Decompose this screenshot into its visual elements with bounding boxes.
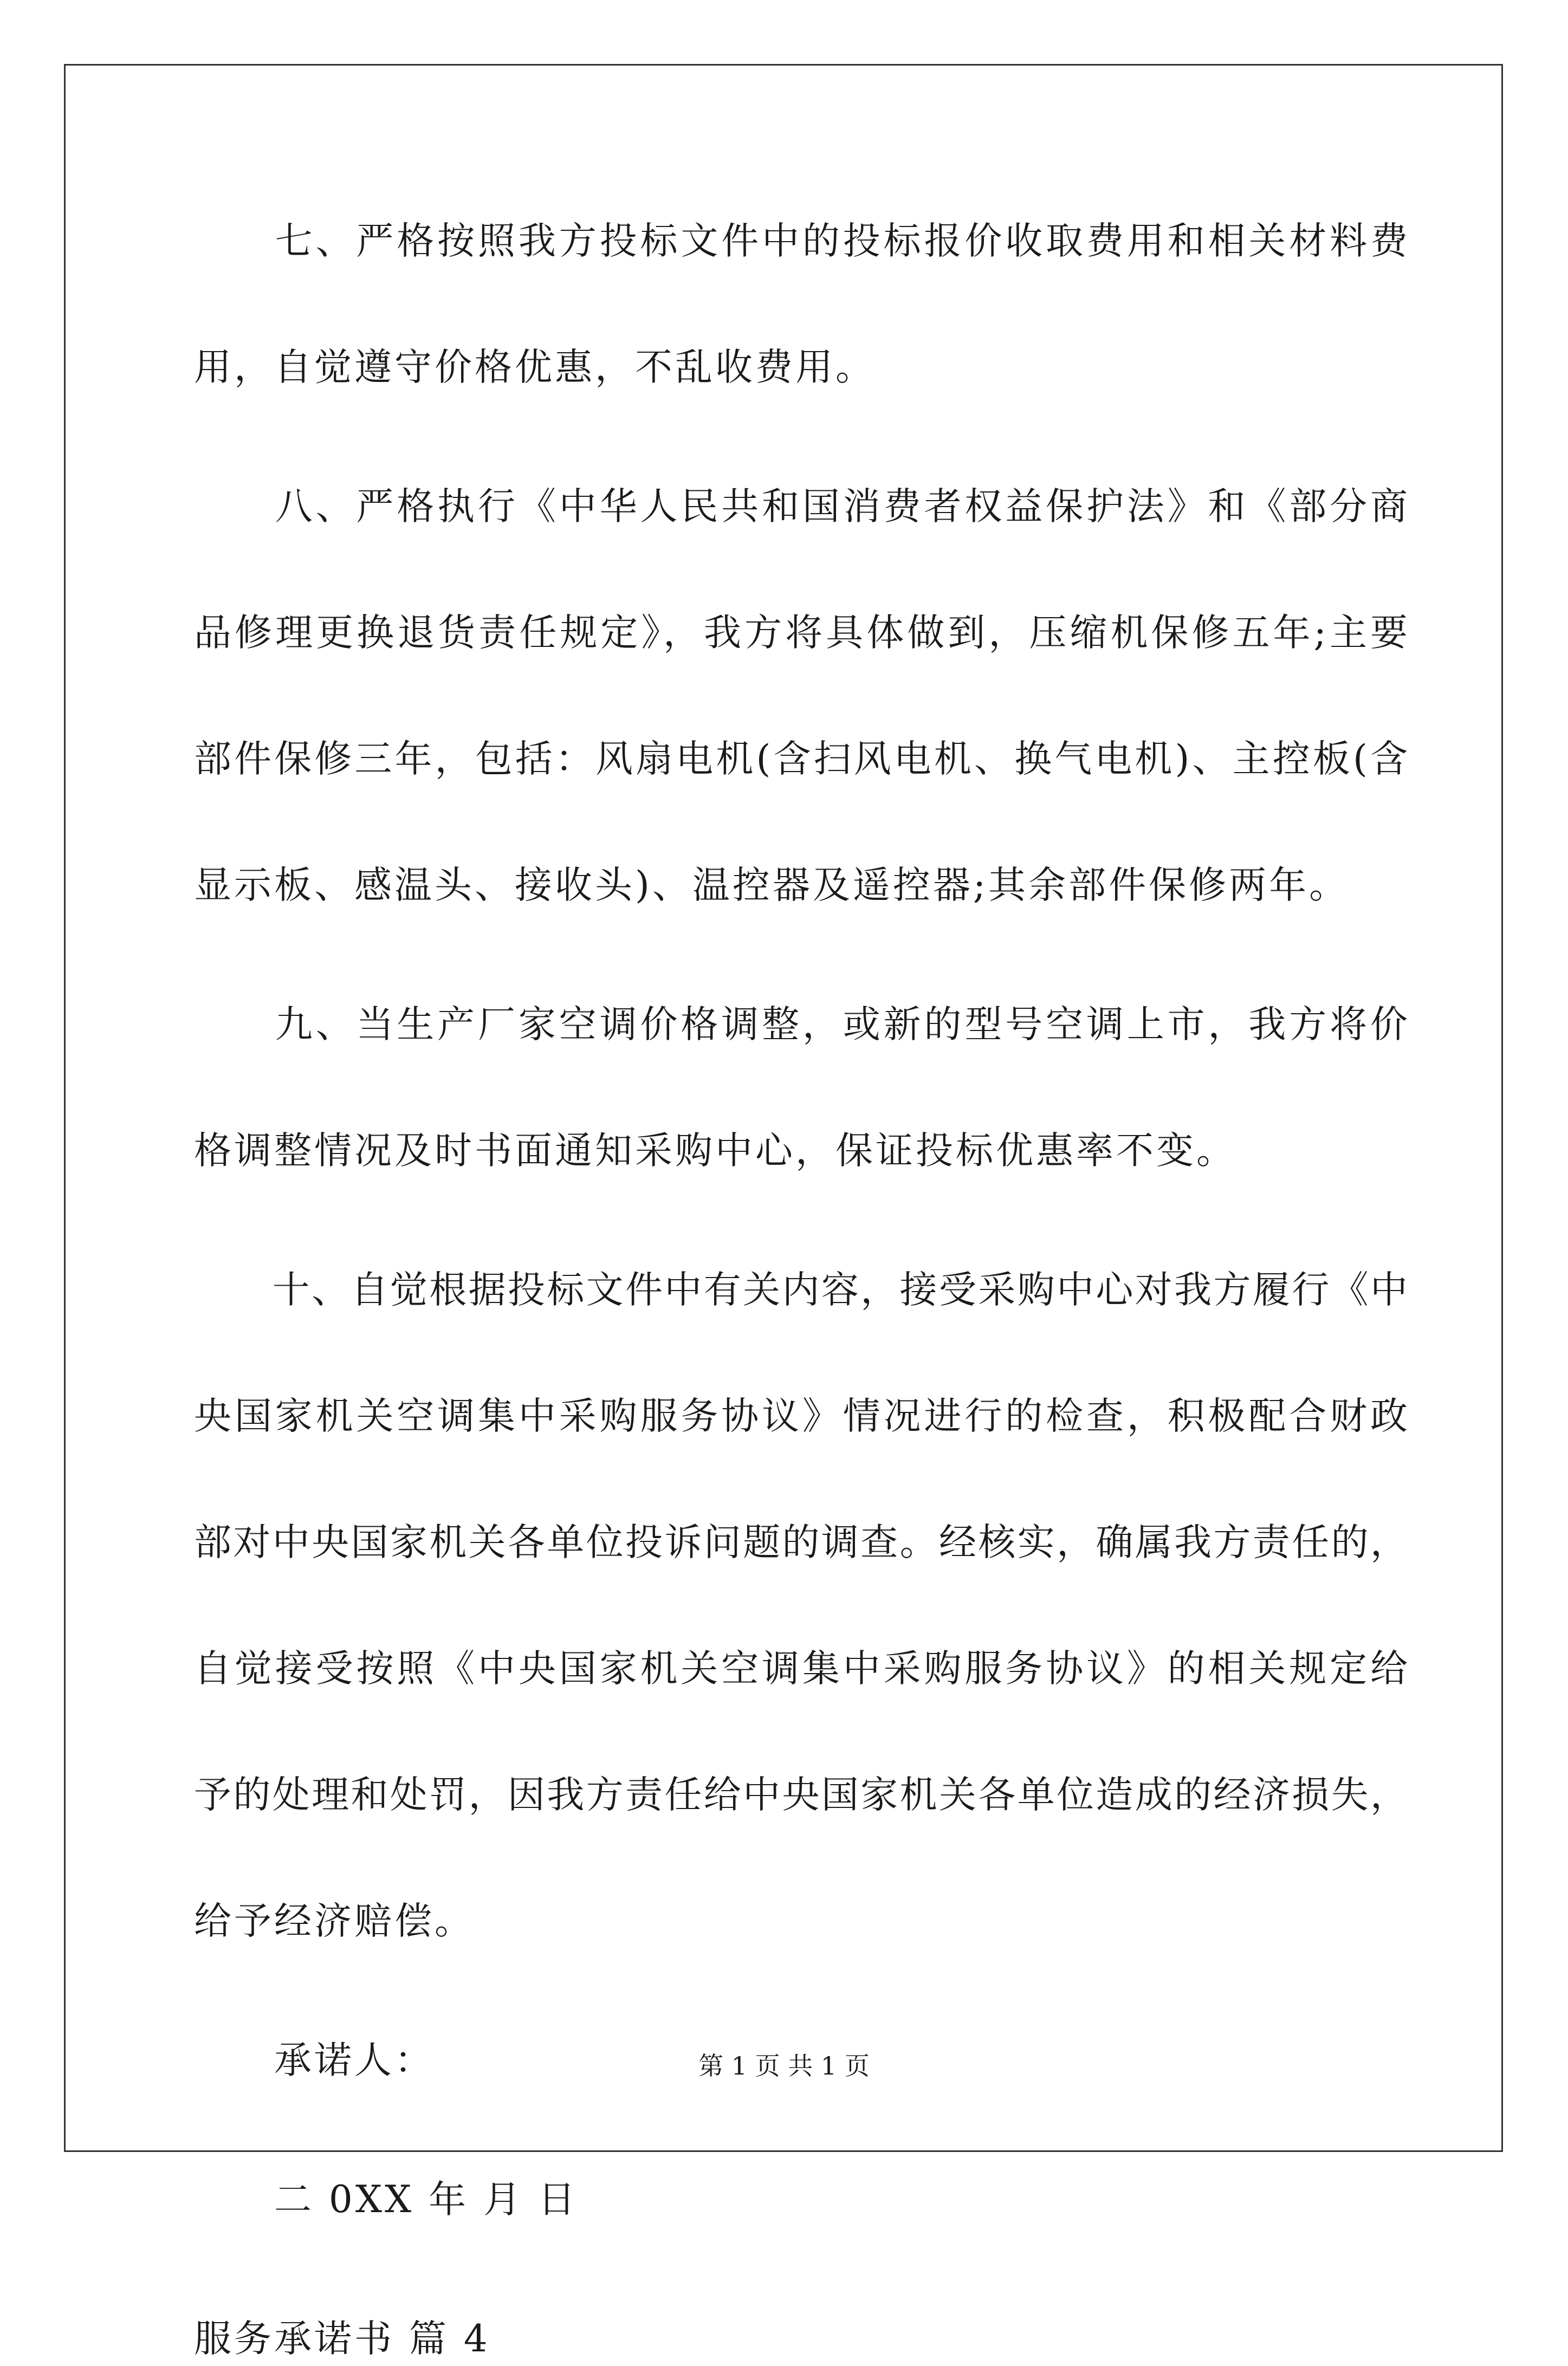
paragraph-10-line-6: 给予经济赔偿。	[194, 1900, 475, 1943]
paragraph-10-line-2: 央国家机关空调集中采购服务协议》情况进行的检查，积极配合财政	[194, 1395, 1408, 1438]
paragraph-10-line-4: 自觉接受按照《中央国家机关空调集中采购服务协议》的相关规定给	[194, 1647, 1408, 1690]
paragraph-9-line-2: 格调整情况及时书面通知采购中心，保证投标优惠率不变。	[194, 1129, 1236, 1172]
paragraph-10-line-3: 部对中央国家机关各单位投诉问题的调查。经核实，确属我方责任的，	[194, 1521, 1408, 1564]
page-number: 第 1 页 共 1 页	[698, 2051, 870, 2080]
paragraph-8-line-4: 显示板、感温头、接收头)、温控器及遥控器;其余部件保修两年。	[194, 864, 1350, 907]
paragraph-7-line-1: 七、严格按照我方投标文件中的投标报价收取费用和相关材料费	[194, 219, 1408, 263]
paragraph-8-line-1: 八、严格执行《中华人民共和国消费者权益保护法》和《部分商	[194, 485, 1408, 528]
paragraph-8-line-2: 品修理更换退货责任规定》，我方将具体做到，压缩机保修五年;主要	[194, 611, 1408, 654]
paragraph-10-line-5: 予的处理和处罚，因我方责任给中央国家机关各单位造成的经济损失，	[194, 1773, 1408, 1817]
paragraph-9-line-1: 九、当生产厂家空调价格调整，或新的型号空调上市，我方将价	[194, 1003, 1408, 1046]
paragraph-7-line-2: 用，自觉遵守价格优惠，不乱收费用。	[194, 346, 876, 389]
section-heading: 服务承诺书 篇 4	[194, 2317, 490, 2361]
paragraph-8-line-3: 部件保修三年，包括：风扇电机(含扫风电机、换气电机)、主控板(含	[194, 737, 1408, 781]
signatory-label: 承诺人：	[194, 2039, 435, 2082]
paragraph-10-line-1: 十、自觉根据投标文件中有关内容，接受采购中心对我方履行《中	[194, 1268, 1408, 1312]
date-line: 二 0XX 年 月 日	[194, 2178, 578, 2221]
